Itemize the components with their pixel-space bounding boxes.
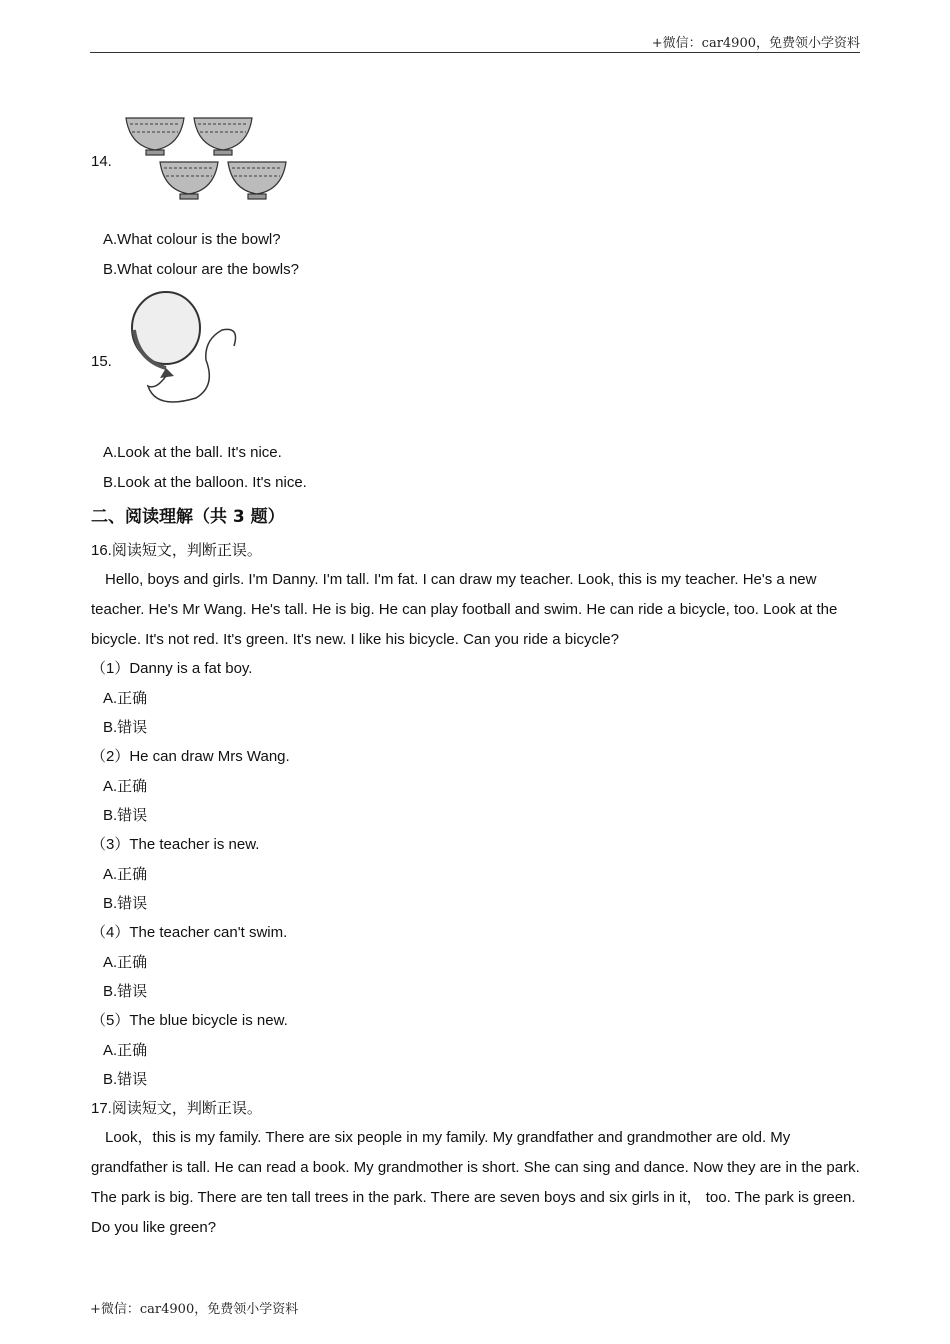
q16-item-5-option-a: A.正确 <box>103 1042 148 1059</box>
page-footer: +微信：car4900，免费领小学资料 <box>90 1302 299 1317</box>
q14-option-a: A.What colour is the bowl? <box>103 231 281 248</box>
q16-item-1: （1）Danny is a fat boy. <box>91 660 253 677</box>
q16-item-1-option-a: A.正确 <box>103 690 148 707</box>
q16-item-5-option-b: B.错误 <box>103 1071 148 1088</box>
q16-passage: Hello, boys and girls. I'm Danny. I'm tall. I'm fat. I can draw my teacher. Look, this is my teacher. He's a new teacher. He's Mr Wang. He's tall. He is big. He can play football and swim. He can ride a bicycle, too. Look at the bicycle. It's not red. It's green. It's new. I like his bicycle. Can you ride a bicycle? <box>91 571 838 648</box>
q16-item-2-option-b: B.错误 <box>103 807 148 824</box>
q17-prompt: 17.阅读短文，判断正误。 <box>91 1100 262 1117</box>
bowl-icon <box>126 118 184 155</box>
balloon-icon <box>132 292 236 402</box>
bowl-icon <box>228 162 286 199</box>
q14-number: 14. <box>91 153 112 170</box>
q15-option-b: B.Look at the balloon. It's nice. <box>103 474 307 491</box>
q16-item-4-option-b: B.错误 <box>103 983 148 1000</box>
q16-item-2-option-a: A.正确 <box>103 778 148 795</box>
q14-option-b: B.What colour are the bowls? <box>103 261 299 278</box>
balloon-image <box>126 290 246 410</box>
q15-option-a: A.Look at the ball. It's nice. <box>103 444 282 461</box>
header-text: +微信：car4900，免费领小学资料 <box>651 36 860 51</box>
q16-item-3: （3）The teacher is new. <box>91 836 260 853</box>
bowl-icon <box>194 118 252 155</box>
q16-item-5: （5）The blue bicycle is new. <box>91 1012 288 1029</box>
q16-item-2: （2）He can draw Mrs Wang. <box>91 748 290 765</box>
q17-passage: Look，this is my family. There are six people in my family. My grandfather and grandmother are old. My grandfather is tall. He can read a book. My grandmother is short. She can sing and dance. Now they are in the park. The park is big. There are ten tall trees in the park. There are seven boys and six girls in it， too. The park is green. Do you like green? <box>91 1129 860 1236</box>
q16-item-4: （4）The teacher can't swim. <box>91 924 288 941</box>
q16-item-3-option-a: A.正确 <box>103 866 148 883</box>
bowls-image <box>122 108 292 208</box>
page-header <box>90 32 860 53</box>
q16-item-4-option-a: A.正确 <box>103 954 148 971</box>
q15-number: 15. <box>91 353 112 370</box>
section-title: 二、阅读理解（共 3 题） <box>91 507 285 527</box>
bowl-icon <box>160 162 218 199</box>
q16-prompt: 16.阅读短文，判断正误。 <box>91 542 262 559</box>
q16-item-1-option-b: B.错误 <box>103 719 148 736</box>
q16-item-3-option-b: B.错误 <box>103 895 148 912</box>
